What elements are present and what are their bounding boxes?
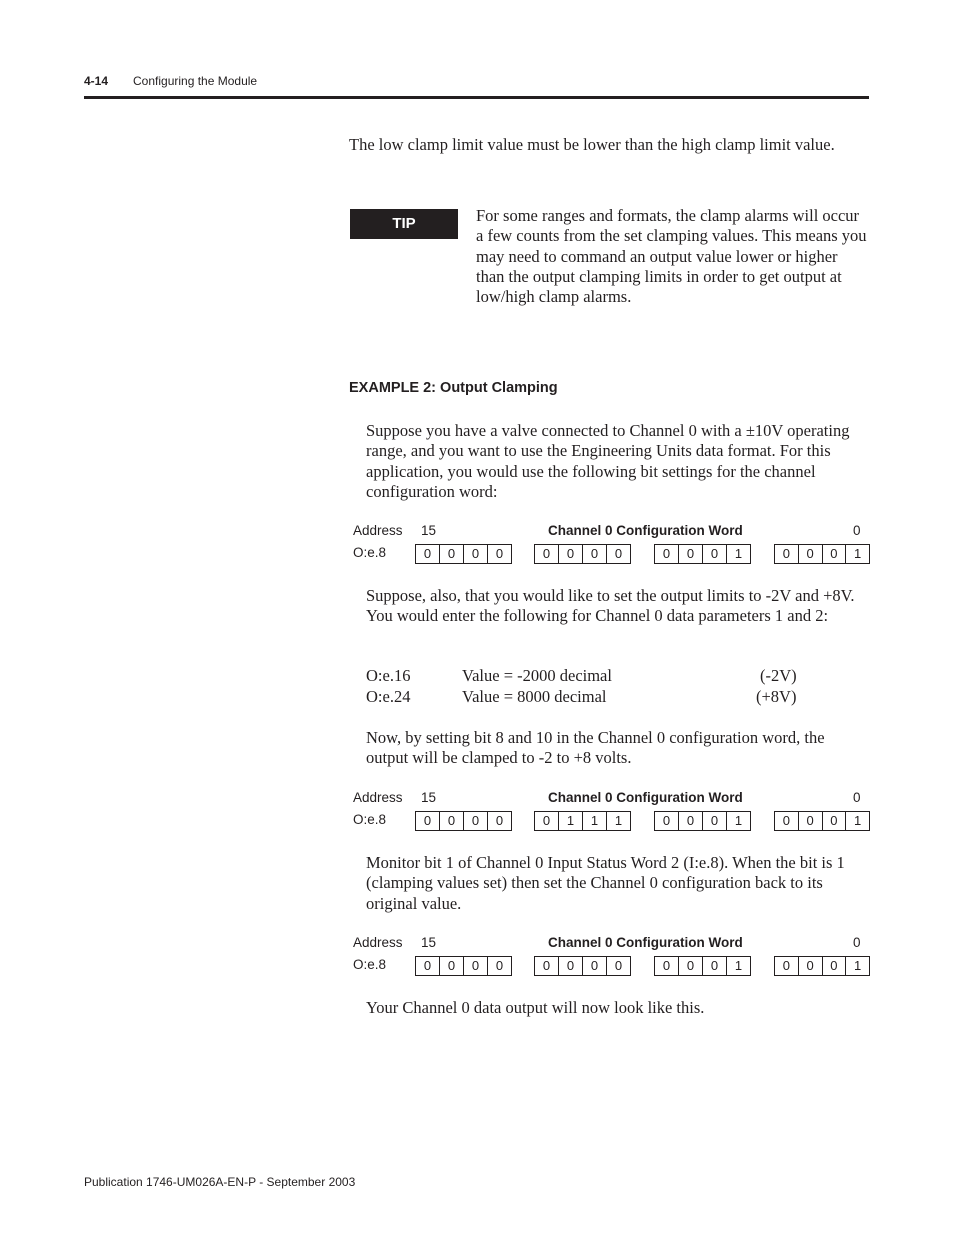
param-address: O:e.24 (366, 687, 411, 706)
low-bit-label: 0 (853, 790, 861, 805)
bit-cell: 0 (416, 957, 440, 975)
bit-cell: 0 (823, 957, 847, 975)
bit-group (534, 544, 631, 564)
config-word-title: Channel 0 Configuration Word (548, 790, 743, 805)
address-label: Address (353, 523, 403, 538)
section-title: Configuring the Module (133, 74, 258, 88)
bit-cell: 1 (614, 813, 623, 828)
address-value: O:e.8 (353, 957, 387, 972)
bit-cell: 0 (823, 545, 847, 563)
tip-text: For some ranges and formats, the clamp alarms will occur a few counts from the set clamping values. This means you may need to command an output value lower or higher than the output clamping limits in order to get output at low/high clamp alarms. (476, 206, 867, 307)
bit-cell: 0 (775, 957, 799, 975)
address-label: Address (353, 790, 403, 805)
bit-cell: 1 (854, 813, 862, 828)
bit-cell: 1 (734, 958, 743, 973)
bit-cell: 1 (854, 958, 862, 973)
address-value: O:e.8 (353, 545, 387, 560)
bit-cell: 0 (583, 545, 607, 563)
bit-cell: 0 (823, 812, 847, 830)
param-address: O:e.16 (366, 666, 411, 685)
high-bit-label: 15 (421, 790, 437, 805)
bit-cell: 1 (734, 546, 743, 561)
bit-group (654, 956, 751, 976)
bit-cell: 0 (495, 546, 504, 561)
bit-cell: 0 (583, 957, 607, 975)
bit-cell: 0 (679, 545, 703, 563)
page-number: 4-14 (84, 74, 109, 88)
address-label: Address (353, 935, 403, 950)
bit-cell: 0 (614, 546, 623, 561)
limits-paragraph: Suppose, also, that you would like to set the output limits to -2V and +8V. You would enter the following for Channel 0 data parameters 1 and 2: (366, 586, 855, 626)
bit-cell: 1 (854, 546, 862, 561)
config-word-title: Channel 0 Configuration Word (548, 523, 743, 538)
example-heading: EXAMPLE 2: Output Clamping (349, 380, 558, 396)
low-bit-label: 0 (853, 523, 861, 538)
bit-cell: 0 (799, 957, 823, 975)
param-volts: (+8V) (756, 687, 797, 706)
bit-group (415, 956, 512, 976)
bit-cell: 0 (679, 957, 703, 975)
bit-cell: 0 (703, 957, 727, 975)
bit-group (774, 544, 870, 564)
bit-cell: 0 (775, 812, 799, 830)
bit-cell: 0 (655, 545, 679, 563)
bit-group (774, 811, 870, 831)
bit-cell: 0 (655, 957, 679, 975)
bit-cell: 0 (495, 813, 504, 828)
bit-cell: 0 (679, 812, 703, 830)
bit-cell: 0 (775, 545, 799, 563)
setting-paragraph: Now, by setting bit 8 and 10 in the Channel 0 configuration word, the output will be clamped to -2 to +8 volts. (366, 728, 825, 768)
bit-cell: 0 (495, 958, 504, 973)
bit-cell: 0 (535, 957, 559, 975)
param-value: Value = -2000 decimal (462, 666, 612, 685)
bit-cell: 0 (535, 812, 559, 830)
param-volts: (-2V) (760, 666, 797, 685)
bit-cell: 0 (703, 812, 727, 830)
bit-group (654, 544, 751, 564)
bit-group (415, 811, 512, 831)
bit-cell: 0 (703, 545, 727, 563)
bit-cell: 0 (559, 957, 583, 975)
bit-group (534, 811, 631, 831)
bit-cell: 0 (416, 812, 440, 830)
bit-cell: 0 (440, 545, 464, 563)
bit-cell: 0 (416, 545, 440, 563)
bit-cell: 0 (440, 957, 464, 975)
bit-cell: 0 (614, 958, 623, 973)
bit-group (415, 544, 512, 564)
bit-group (774, 956, 870, 976)
tip-badge: TIP (350, 209, 458, 239)
high-bit-label: 15 (421, 935, 437, 950)
bit-cell: 0 (440, 812, 464, 830)
bit-cell: 0 (535, 545, 559, 563)
address-value: O:e.8 (353, 812, 387, 827)
intro-paragraph: The low clamp limit value must be lower than the high clamp limit value. (349, 135, 835, 154)
publication-footer: Publication 1746-UM026A-EN-P - September 2003 (84, 1175, 356, 1189)
high-bit-label: 15 (421, 523, 437, 538)
bit-cell: 0 (799, 812, 823, 830)
bit-cell: 1 (734, 813, 743, 828)
bit-group (654, 811, 751, 831)
param-value: Value = 8000 decimal (462, 687, 607, 706)
bit-cell: 0 (559, 545, 583, 563)
bit-cell: 0 (464, 812, 488, 830)
low-bit-label: 0 (853, 935, 861, 950)
monitor-paragraph: Monitor bit 1 of Channel 0 Input Status Word 2 (I:e.8). When the bit is 1 (clamping values set) then set the Channel 0 configuration back to its original value. (366, 853, 845, 913)
config-word-title: Channel 0 Configuration Word (548, 935, 743, 950)
bit-cell: 0 (655, 812, 679, 830)
header-rule (84, 96, 869, 99)
bit-cell: 0 (799, 545, 823, 563)
suppose-paragraph: Suppose you have a valve connected to Channel 0 with a ±10V operating range, and you want to use the Engineering Units data format. For this application, you would use the following bit settings for the channel configuration word: (366, 421, 850, 501)
bit-cell: 0 (464, 957, 488, 975)
bit-cell: 0 (464, 545, 488, 563)
final-paragraph: Your Channel 0 data output will now look like this. (366, 998, 705, 1017)
bit-cell: 1 (583, 812, 607, 830)
bit-group (534, 956, 631, 976)
bit-cell: 1 (559, 812, 583, 830)
